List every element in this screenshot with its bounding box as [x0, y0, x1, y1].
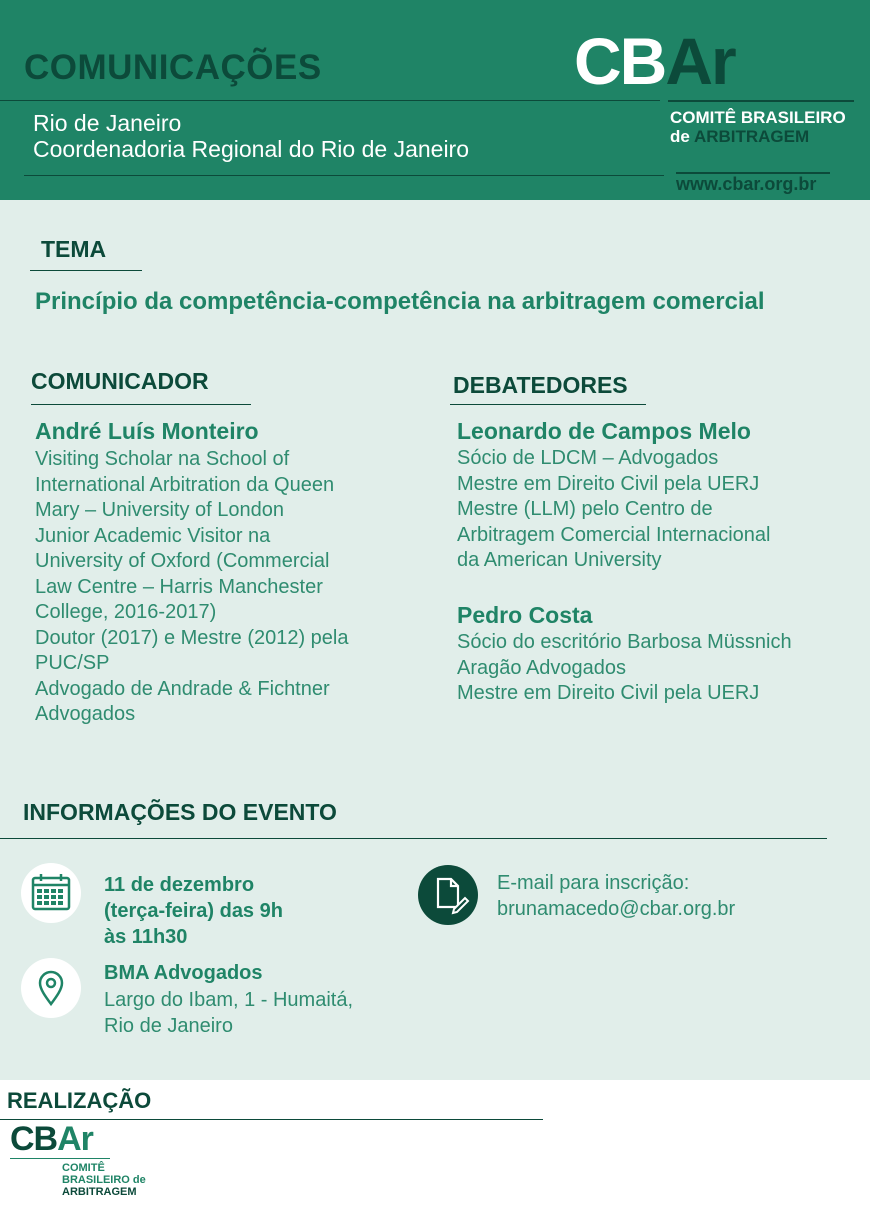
- event-date: 11 de dezembro (terça-feira) das 9h às 11h30: [104, 874, 283, 948]
- realizacao-heading: REALIZAÇÃO: [7, 1088, 152, 1113]
- document-icon-circle: [418, 865, 478, 925]
- document-edit-icon: [418, 865, 478, 925]
- calendar-icon: [21, 863, 81, 923]
- logo-divider: [668, 100, 854, 102]
- logo-text-arbitragem: de ARBITRAGEM: [670, 127, 810, 146]
- tema-heading: TEMA: [41, 236, 107, 262]
- comunicador-bio: Visiting Scholar na School of International Arbitration da Queen Mary – University of London Junior Academic Visitor na University of Oxford (Commercial Law Centre – Harris Manchester College, 2016-2017) Doutor (2017) e Mestre (2012) pela PUC/SP Advogado de Andrade & Fichtner Advogados: [35, 448, 349, 725]
- email-label: E-mail para inscrição:: [497, 872, 690, 894]
- header-title: COMUNICAÇÕES: [24, 48, 322, 87]
- logo-text-comite: COMITÊ BRASILEIRO: [670, 108, 846, 127]
- location-icon-circle: [21, 958, 81, 1018]
- venue-name: BMA Advogados: [104, 962, 263, 984]
- comunicador-name: André Luís Monteiro: [35, 418, 259, 444]
- header-region: Coordenadoria Regional do Rio de Janeiro: [33, 136, 470, 162]
- comunicador-heading: COMUNICADOR: [31, 368, 209, 394]
- header-banner: [0, 0, 870, 200]
- tema-text: Princípio da competência-competência na arbitragem comercial: [35, 288, 765, 315]
- footer-logo-divider: [10, 1158, 110, 1159]
- venue-address: Largo do Ibam, 1 - Humaitá, Rio de Janeiro: [104, 989, 354, 1037]
- debatedor-bio-1: Sócio de LDCM – Advogados Mestre em Direito Civil pela UERJ Mestre (LLM) pelo Centro de Arbitragem Comercial Internacional da American University: [457, 447, 771, 571]
- footer-logo-text-1: COMITÊ: [62, 1162, 105, 1174]
- footer-logo-text-2: BRASILEIRO de: [62, 1174, 146, 1186]
- footer-logo-text-3: ARBITRAGEM: [62, 1186, 137, 1198]
- debatedor-bio-2: Sócio do escritório Barbosa Müssnich Aragão Advogados Mestre em Direito Civil pela UERJ: [457, 631, 792, 704]
- header-divider-top: [0, 100, 660, 101]
- footer-cbar-logo: CBAr: [10, 1120, 93, 1158]
- cbar-logo: CBAr: [574, 24, 735, 98]
- header-city: Rio de Janeiro: [33, 110, 182, 136]
- website-link[interactable]: www.cbar.org.br: [676, 174, 817, 194]
- evento-heading: INFORMAÇÕES DO EVENTO: [23, 799, 337, 825]
- email-link[interactable]: brunamacedo@cbar.org.br: [497, 898, 736, 920]
- debatedor-name-2: Pedro Costa: [457, 602, 593, 628]
- debatedores-underline: [450, 404, 646, 405]
- location-pin-icon: [21, 958, 81, 1018]
- tema-underline: [30, 270, 142, 271]
- calendar-icon-circle: [21, 863, 81, 923]
- debatedores-heading: DEBATEDORES: [453, 372, 628, 398]
- header-divider-bottom: [24, 175, 664, 176]
- debatedor-name-1: Leonardo de Campos Melo: [457, 418, 751, 444]
- evento-underline: [0, 838, 827, 839]
- comunicador-underline: [31, 404, 251, 405]
